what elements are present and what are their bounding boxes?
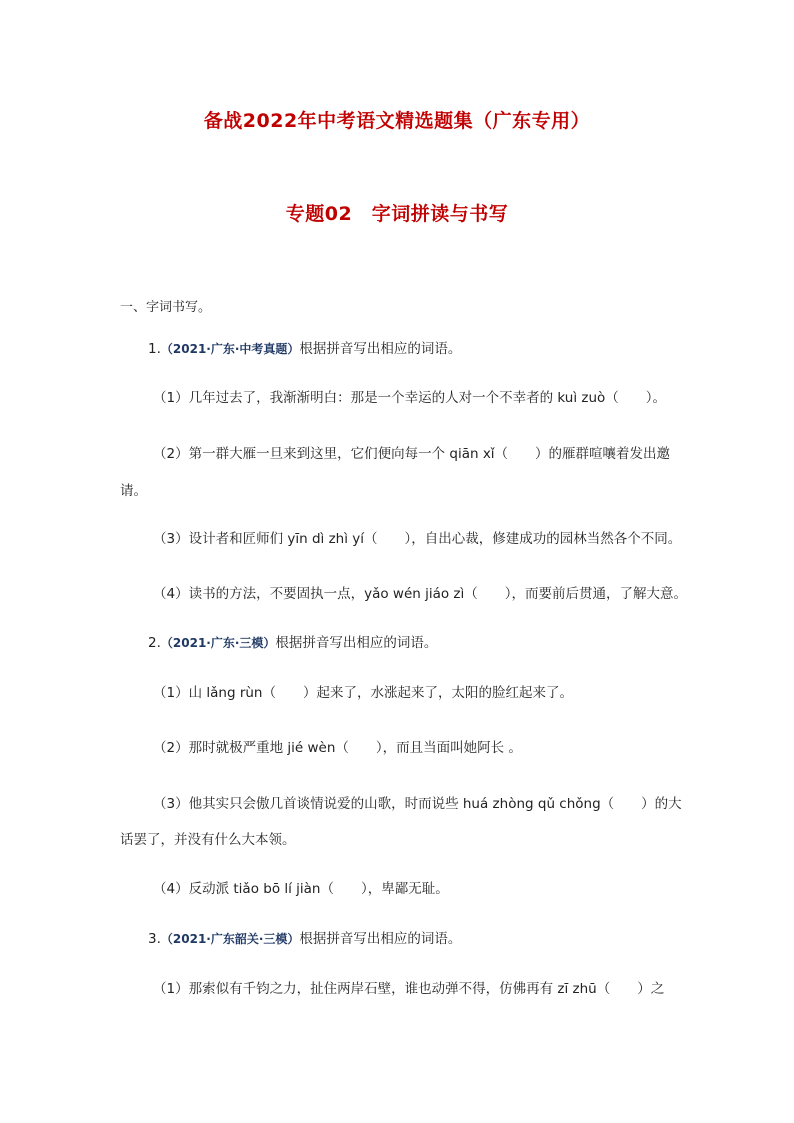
question-2-item-2: （2）那时就极严重地 jié wèn（ ），而且当面叫她阿长 。 xyxy=(153,740,522,756)
section-heading: 一、字词书写。 xyxy=(120,300,212,315)
question-source: （2021·广东韶关·三模） xyxy=(160,932,300,946)
question-2-item-1: （1）山 lǎng rùn（ ）起来了，水涨起来了，太阳的脸红起来了。 xyxy=(153,685,573,701)
question-1-item-2-continued: 请。 xyxy=(120,483,147,499)
question-stem: 根据拼音写出相应的词语。 xyxy=(299,931,462,947)
question-stem: 根据拼音写出相应的词语。 xyxy=(299,341,462,357)
question-3-item-1: （1）那索似有千钧之力，扯住两岸石壁，谁也动弹不得，仿佛再有 zī zhū（ ）之 xyxy=(153,981,665,997)
question-2-item-4: （4）反动派 tiǎo bō lí jiàn（ ），卑鄙无耻。 xyxy=(153,881,449,897)
question-2-item-3: （3）他其实只会傲几首谈情说爱的山歌，时而说些 huá zhòng qǔ chǒng（ ）的大 xyxy=(153,796,682,812)
question-number: 3. xyxy=(148,931,161,947)
question-1-item-4: （4）读书的方法，不要固执一点，yǎo wén jiáo zì（ ），而要前后贯通，了解大意。 xyxy=(153,586,688,602)
question-1-header xyxy=(148,340,461,358)
question-2-header xyxy=(148,634,437,652)
question-source: （2021·广东·中考真题） xyxy=(160,342,300,356)
question-number: 2. xyxy=(148,635,161,651)
question-1-item-1: （1）几年过去了，我渐渐明白：那是一个幸运的人对一个不幸者的 kuì zuò（ ）。 xyxy=(153,390,667,406)
question-number: 1. xyxy=(148,341,161,357)
document-subtitle: 专题02 字词拼读与书写 xyxy=(285,203,509,225)
question-1-item-3: （3）设计者和匠师们 yīn dì zhì yí（ ），自出心裁，修建成功的园林当然各个不同。 xyxy=(153,531,682,547)
question-2-item-3-continued: 话罢了，并没有什么大本领。 xyxy=(120,832,296,848)
question-3-header xyxy=(148,930,461,948)
question-1-item-2: （2）第一群大雁一旦来到这里，它们便向每一个 qiān xǐ（ ）的雁群喧嚷着发出邀 xyxy=(153,446,671,462)
question-source: （2021·广东·三模） xyxy=(160,636,276,650)
document-title: 备战2022年中考语文精选题集（广东专用） xyxy=(203,110,591,132)
question-stem: 根据拼音写出相应的词语。 xyxy=(275,635,438,651)
